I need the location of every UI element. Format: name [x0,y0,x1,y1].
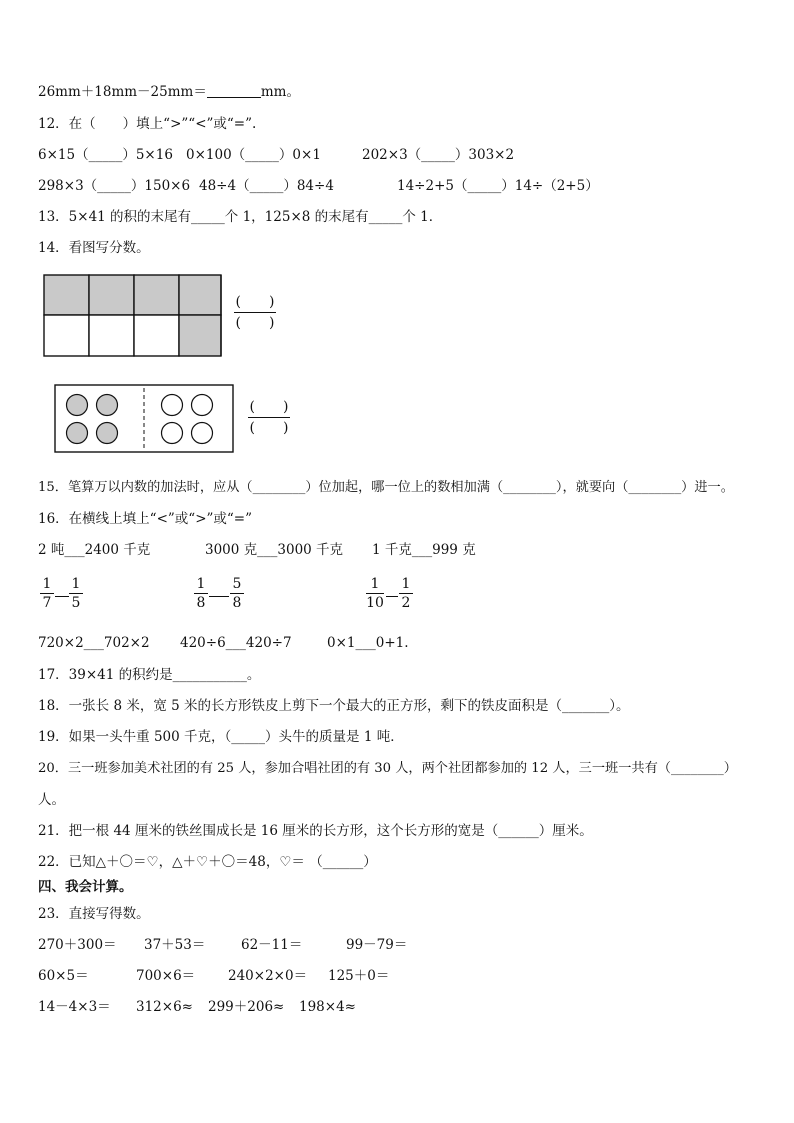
calc-item[interactable]: 60×5＝ [38,968,89,984]
answer-denominator[interactable]: ( ) [249,420,289,436]
numerator: 5 [232,576,242,592]
numerator: 1 [42,576,52,592]
grid-cell-shaded [134,275,179,315]
calc-item[interactable]: 240×2×0＝ [228,968,308,984]
q16-item[interactable]: 2 吨___2400 千克 [38,542,151,558]
q23-title: 23．直接写得数。 [38,906,150,922]
circle-shaded [97,395,118,416]
q16-item[interactable]: 3000 克___3000 千克 [205,542,344,558]
q11-answer-blank[interactable] [207,97,261,98]
calc-item[interactable]: 299＋206≈ [208,999,285,1015]
circle-shaded [67,395,88,416]
answer-denominator[interactable]: ( ) [235,315,275,331]
circle-empty [162,423,183,444]
calc-item[interactable]: 37＋53＝ [144,937,206,953]
q16-item[interactable]: 1 千克___999 克 [372,542,476,558]
q22-question[interactable]: 22．已知△＋〇＝♡，△＋♡＋〇＝48，♡＝ （______） [38,854,377,870]
q12-item[interactable]: 14÷2+5（_____）14÷（2+5） [397,178,599,194]
q17-question[interactable]: 17．39×41 的积约是___________。 [38,667,261,683]
q19-question[interactable]: 19．如果一头牛重 500 千克，（_____）头牛的质量是 1 吨． [38,729,404,745]
calc-item[interactable]: 270＋300＝ [38,937,117,953]
q13-question[interactable]: 13．5×41 的积的末尾有_____个 1，125×8 的末尾有_____个 1． [38,209,443,225]
calc-item[interactable]: 99－79＝ [346,937,408,953]
grid-cell-shaded [89,275,134,315]
answer-numerator[interactable]: ( ) [249,399,289,415]
grid-cell-shaded [179,315,221,356]
grid-cell [44,315,89,356]
fraction-left [194,576,208,611]
circles-figure [54,384,236,454]
q16-item[interactable]: 420÷6___420÷7 [180,635,292,651]
q16-item[interactable]: 720×2___702×2 [38,635,150,651]
denominator: 8 [232,595,242,611]
denominator: 10 [366,595,384,611]
calc-item[interactable]: 62－11＝ [241,937,303,953]
denominator: 7 [42,595,52,611]
numerator: 1 [196,576,206,592]
q16-item[interactable]: 0×1___0+1. [327,635,409,651]
numerator: 1 [401,576,411,592]
q21-question[interactable]: 21．把一根 44 厘米的铁丝围成长是 16 厘米的长方形，这个长方形的宽是（______）厘米。 [38,823,593,839]
q12-title: 12．在（ ）填上“>”“<”或“=”. [38,116,257,132]
compare-blank[interactable] [209,587,229,597]
circle-empty [192,395,213,416]
q15-question[interactable]: 15．笔算万以内数的加法时，应从（________）位加起，哪一位上的数相加满（________），就要向（________）进一。 [38,480,734,495]
compare-blank[interactable] [55,587,69,597]
answer-numerator[interactable]: ( ) [235,294,275,310]
numerator: 1 [370,576,380,592]
q18-question[interactable]: 18．一张长 8 米，宽 5 米的长方形铁皮上剪下一个最大的正方形，剩下的铁皮面积是（_______）。 [38,698,630,714]
compare-blank[interactable] [386,587,398,597]
q12-item[interactable]: 202×3（_____）303×2 [362,147,515,163]
circle-shaded [67,423,88,444]
q14-answer-fraction-1[interactable] [234,294,276,331]
section-heading: 四、我会计算。 [38,879,133,895]
grid-cell-shaded [44,275,89,315]
q11-unit: mm。 [260,84,300,100]
fraction-right [399,576,413,611]
q12-item[interactable]: 298×3（_____）150×6 [38,178,191,194]
denominator: 5 [71,595,81,611]
grid-cell-shaded [179,275,221,315]
fraction-grid-figure [43,274,225,358]
calc-item[interactable]: 700×6＝ [136,968,196,984]
q14-answer-fraction-2[interactable] [248,399,290,436]
q12-item[interactable]: 6×15（_____）5×16 [38,147,173,163]
fraction-right [69,576,83,611]
q11-expression: 26mm＋18mm－25mm＝ [38,84,207,100]
denominator: 2 [401,595,411,611]
circle-empty [192,423,213,444]
denominator: 8 [196,595,206,611]
q16-title: 16．在横线上填上“<”或“>”或“=” [38,511,253,527]
fraction-left [366,576,384,611]
fraction-left [40,576,54,611]
fraction-right [230,576,244,611]
circle-empty [162,395,183,416]
grid-cell [89,315,134,356]
numerator: 1 [71,576,81,592]
q12-item[interactable]: 48÷4（_____）84÷4 [199,178,334,194]
calc-item[interactable]: 198×4≈ [299,999,356,1015]
q11-equation [38,83,300,101]
calc-item[interactable]: 14－4×3＝ [38,999,111,1015]
q20-question-cont: 人。 [38,792,65,808]
calc-item[interactable]: 125＋0＝ [328,968,390,984]
circle-shaded [97,423,118,444]
calc-item[interactable]: 312×6≈ [136,999,193,1015]
q20-question[interactable]: 20．三一班参加美术社团的有 25 人，参加合唱社团的有 30 人，两个社团都参加的 12 人，三一班一共有（________） [38,761,737,776]
grid-cell [134,315,179,356]
q14-title: 14．看图写分数。 [38,240,150,256]
q12-item[interactable]: 0×100（_____）0×1 [186,147,321,163]
